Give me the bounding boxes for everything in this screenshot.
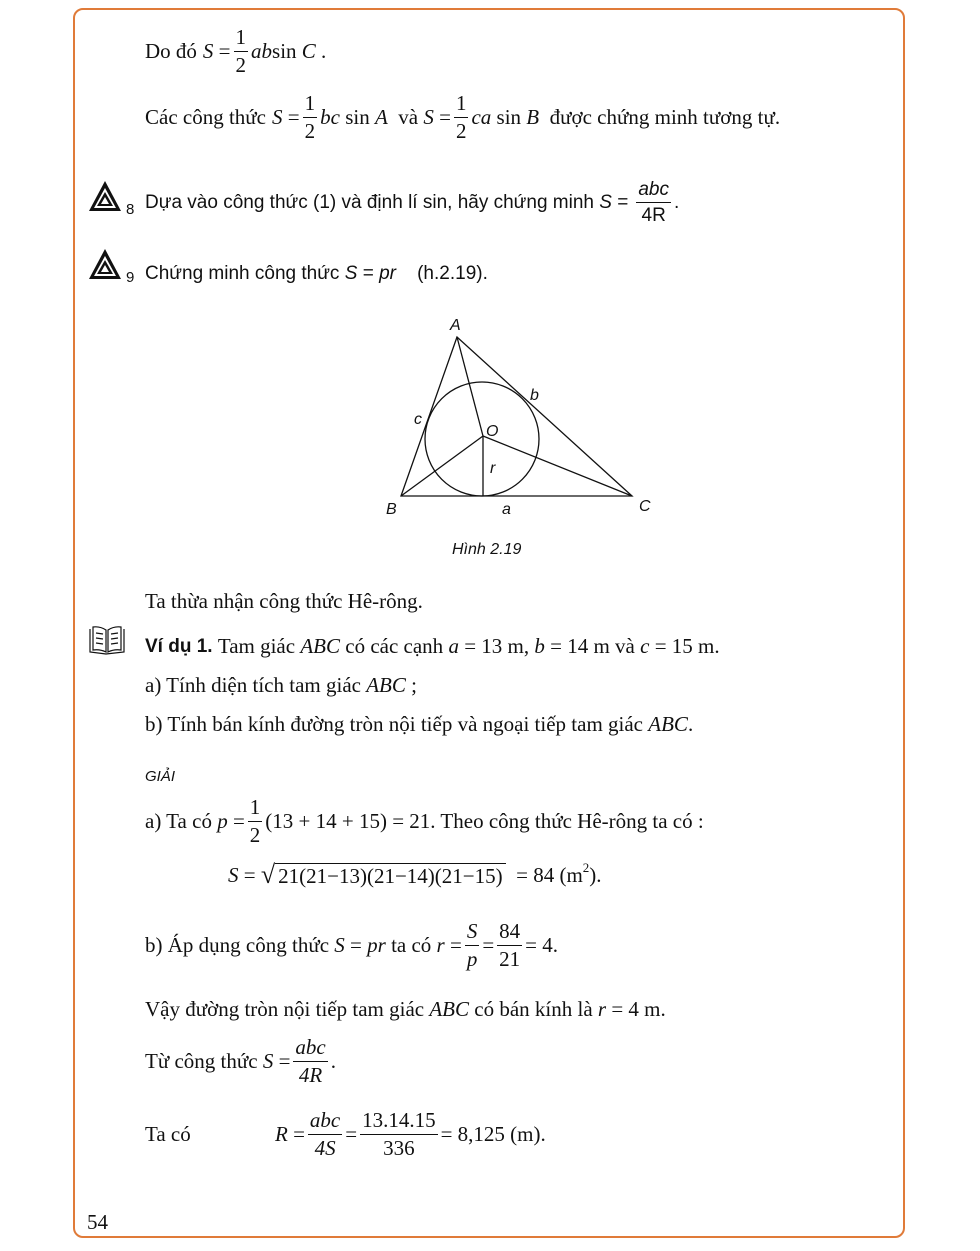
- example-statement: Ví dụ 1. Tam giác ABC có các cạnh a = 13 m, b = 14 m và c = 15 m.: [145, 634, 720, 658]
- label-o: O: [486, 423, 499, 440]
- heron-text: Ta thừa nhận công thức Hê-rông.: [145, 589, 423, 613]
- label-side-b: b: [530, 387, 539, 404]
- question-a: a) Tính diện tích tam giác ABC ;: [145, 673, 417, 697]
- label-a-vertex: A: [450, 317, 461, 334]
- bisector-b: [401, 436, 483, 496]
- label-side-a: a: [502, 501, 511, 518]
- solution-b-line: b) Áp dụng công thức S = pr ta có r = $\frac{S}{p}$ = $\frac{84}{21}$ = 4.: [145, 919, 559, 971]
- activity-number: 8: [126, 201, 135, 218]
- bisector-c: [483, 436, 632, 496]
- question-b: b) Tính bán kính đường tròn nội tiếp và ngoại tiếp tam giác ABC .: [145, 712, 694, 736]
- label-side-c: c: [414, 411, 422, 428]
- similar-formulas-line: Các công thức S = $\frac{1}{2}$ bc sin A và S = $\frac{1}{2}$ ca sin B được chứng minh tương tự.: [145, 91, 781, 143]
- open-book-icon: [86, 623, 128, 657]
- solution-label: GIẢI: [145, 768, 176, 785]
- circumradius-result: Ta có R = $\frac{\text{abc}}{4S}$ = $\frac{13.14.15}{336}$ = 8,125 (m).: [145, 1108, 546, 1160]
- activity-8-text: Dựa vào công thức (1) và định lí sin, hãy chứng minh S = $\frac{\text{abc}}{4R}$ .: [145, 179, 680, 226]
- label-c-vertex: C: [639, 498, 651, 515]
- activity-triangle-icon: [88, 180, 122, 212]
- solution-a-line: a) Ta có p = $\frac{1}{2}$ (13 + 14 + 15) = 21. Theo công thức Hê-rông ta có :: [145, 795, 704, 847]
- incircle: [425, 382, 539, 496]
- heron-result: S = √ 21(21−13)(21−14)(21−15) = 84 (m $^2$ ).: [228, 859, 602, 889]
- label-r: r: [490, 460, 496, 477]
- circumradius-formula: Từ công thức S = $\frac{\text{abc}}{4R}$ .: [145, 1035, 336, 1087]
- activity-9-text: Chứng minh công thức S = pr (h.2.19).: [145, 263, 488, 284]
- fraction: $\frac{1}{2}$: [235, 25, 247, 77]
- page-number: 54: [87, 1210, 108, 1234]
- label-b-vertex: B: [386, 501, 397, 518]
- triangle-incircle-figure: [380, 310, 660, 535]
- activity-number: 9: [126, 269, 135, 286]
- figure-caption: Hình 2.19: [452, 541, 522, 558]
- activity-triangle-icon: [88, 248, 122, 280]
- inradius-result: Vậy đường tròn nội tiếp tam giác ABC có bán kính là r = 4 m.: [145, 997, 666, 1021]
- area-formula-line: Do đó S = $\frac{1}{2}$ ab sin C .: [145, 25, 327, 77]
